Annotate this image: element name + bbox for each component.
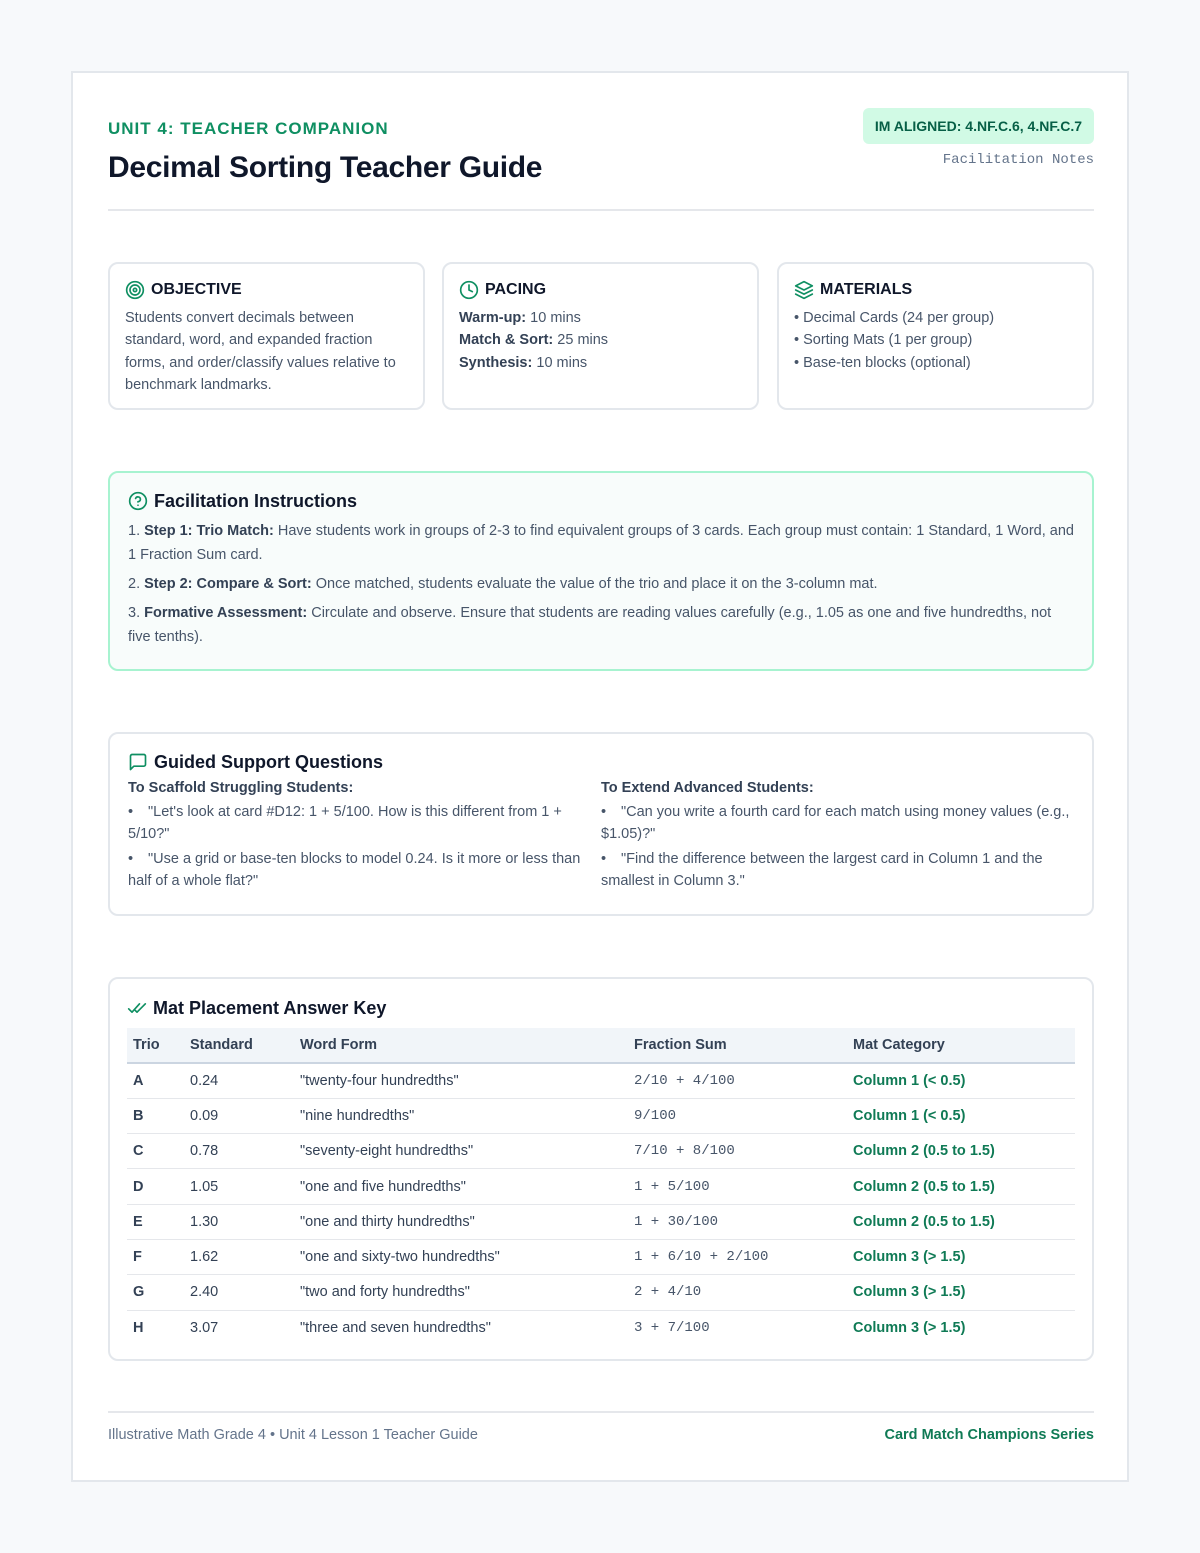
footer-divider	[108, 1411, 1094, 1413]
scaffold-question-text: "Use a grid or base-ten blocks to model 0.24. Is it more or less than half of a whole flat?"	[128, 851, 581, 889]
step-label: Formative Assessment:	[144, 605, 308, 621]
bullet-icon: •	[128, 804, 134, 820]
word-form-cell: "two and forty hundredths"	[294, 1275, 628, 1310]
table-row	[127, 1239, 1075, 1274]
mat-category-cell: Column 3 (> 1.5)	[847, 1239, 1075, 1274]
pacing-item-label: Match & Sort:	[459, 332, 554, 349]
fraction-sum-cell: 2 + 4/10	[628, 1275, 847, 1310]
mat-category-cell: Column 2 (0.5 to 1.5)	[847, 1134, 1075, 1169]
pacing-item-label: Warm-up:	[459, 310, 527, 326]
pacing-item	[459, 329, 742, 351]
fraction-sum-cell: 1 + 6/10 + 2/100	[628, 1239, 847, 1274]
fraction-sum-cell: 2/10 + 4/100	[628, 1063, 847, 1098]
column-header: Standard	[184, 1028, 294, 1063]
guide-page	[71, 71, 1129, 1482]
answer-key-section	[108, 977, 1094, 1361]
column-header: Word Form	[294, 1028, 628, 1063]
objective-card	[108, 262, 425, 410]
pacing-item	[459, 352, 742, 374]
table-row	[127, 1134, 1075, 1169]
word-form-cell: "nine hundredths"	[294, 1098, 628, 1133]
step-number: 1.	[128, 523, 141, 539]
header-subtitle: Facilitation Notes	[942, 152, 1094, 168]
pacing-item-value: 10 mins	[530, 310, 581, 326]
double-check-icon	[127, 998, 147, 1018]
answer-key-title: Mat Placement Answer Key	[153, 997, 387, 1018]
standard-cell: 2.40	[184, 1275, 294, 1310]
page-title: Decimal Sorting Teacher Guide	[108, 151, 543, 184]
step-text: Once matched, students evaluate the value of the trio and place it on the 3-column mat.	[315, 576, 878, 592]
trio-cell: E	[127, 1204, 184, 1239]
materials-item: • Sorting Mats (1 per group)	[794, 332, 973, 349]
bullet-icon: •	[601, 851, 607, 867]
table-header-row	[127, 1028, 1075, 1063]
materials-item: • Decimal Cards (24 per group)	[794, 310, 995, 326]
standard-cell: 1.62	[184, 1239, 294, 1274]
facilitation-step	[128, 572, 1074, 596]
clock-icon	[459, 280, 479, 300]
step-text: Circulate and observe. Ensure that students are reading values carefully (e.g., 1.05 as one and five hundredths, not five tenths).	[128, 605, 1052, 645]
standard-cell: 0.78	[184, 1134, 294, 1169]
trio-cell: C	[127, 1134, 184, 1169]
mat-category-cell: Column 3 (> 1.5)	[847, 1275, 1075, 1310]
step-label: Step 2: Compare & Sort:	[144, 576, 312, 592]
facilitation-title: Facilitation Instructions	[154, 490, 358, 511]
facilitation-step	[128, 519, 1074, 567]
answer-key-header	[127, 996, 1075, 1020]
trio-cell: F	[127, 1239, 184, 1274]
bullet-icon: •	[601, 804, 607, 820]
materials-item: • Base-ten blocks (optional)	[794, 354, 971, 371]
materials-title: MATERIALS	[820, 281, 913, 298]
mat-category-cell: Column 2 (0.5 to 1.5)	[847, 1204, 1075, 1239]
step-number: 3.	[128, 605, 141, 621]
extend-question	[601, 849, 1074, 892]
objective-header	[125, 279, 408, 301]
pacing-item	[459, 307, 742, 329]
facilitation-header	[128, 489, 1074, 513]
guided-title: Guided Support Questions	[154, 751, 383, 772]
fraction-sum-cell: 7/10 + 8/100	[628, 1134, 847, 1169]
standard-cell: 3.07	[190, 1319, 219, 1336]
scaffold-question-text: "Let's look at card #D12: 1 + 5/100. How is this different from 1 + 5/10?"	[128, 804, 562, 842]
table-row	[127, 1204, 1075, 1239]
extend-question-text: "Can you write a fourth card for each match using money values (e.g., $1.05)?"	[601, 804, 1070, 842]
table-row	[127, 1169, 1075, 1204]
answer-key-table	[127, 1028, 1075, 1345]
target-icon	[125, 280, 145, 300]
table-row	[127, 1275, 1075, 1310]
header-divider	[108, 209, 1094, 211]
standard-cell: 1.30	[184, 1204, 294, 1239]
column-header: Mat Category	[847, 1028, 1075, 1063]
standard-cell: 0.24	[184, 1063, 294, 1098]
materials-card	[777, 262, 1094, 410]
word-form-cell: "three and seven hundredths"	[300, 1319, 491, 1336]
scaffold-question	[128, 802, 601, 845]
layers-icon	[794, 280, 814, 300]
guided-columns	[128, 780, 1074, 896]
step-number: 2.	[128, 576, 141, 592]
unit-label: UNIT 4: TEACHER COMPANION	[108, 119, 389, 138]
step-label: Step 1: Trio Match:	[144, 523, 274, 539]
pacing-header	[459, 279, 742, 301]
pacing-item-label: Synthesis:	[459, 354, 533, 371]
trio-cell: D	[127, 1169, 184, 1204]
standard-cell: 1.05	[184, 1169, 294, 1204]
guided-support-section	[108, 732, 1094, 916]
scaffold-question	[128, 849, 601, 892]
scaffold-column	[128, 780, 601, 896]
pacing-title: PACING	[485, 281, 547, 298]
trio-cell: A	[127, 1063, 184, 1098]
extend-question-text: "Find the difference between the largest card in Column 1 and the smallest in Column 3."	[601, 851, 1043, 889]
objective-text: Students convert decimals between standard, word, and expanded fraction forms, and order/classify values relative to benchmark landmarks.	[125, 310, 396, 393]
pacing-list	[459, 307, 742, 374]
pacing-item-value: 10 mins	[536, 354, 588, 371]
materials-header	[794, 279, 1077, 301]
mat-category-cell: Column 1 (< 0.5)	[847, 1098, 1075, 1133]
table-row	[127, 1098, 1075, 1133]
footer-credit: Illustrative Math Grade 4 • Unit 4 Lesson 1 Teacher Guide	[108, 1427, 478, 1443]
help-circle-icon	[128, 491, 148, 511]
word-form-cell: "seventy-eight hundredths"	[294, 1134, 628, 1169]
pacing-item-value: 25 mins	[557, 332, 609, 349]
extend-column	[601, 780, 1074, 896]
mat-category-cell: Column 1 (< 0.5)	[847, 1063, 1075, 1098]
facilitation-step	[128, 601, 1074, 649]
word-form-cell: "one and sixty-two hundredths"	[294, 1239, 628, 1274]
fraction-sum-cell: 1 + 30/100	[628, 1204, 847, 1239]
fraction-sum-cell: 9/100	[628, 1098, 847, 1133]
table-row	[127, 1063, 1075, 1098]
message-square-icon	[128, 752, 148, 772]
materials-list	[794, 307, 1077, 374]
alignment-badge: IM ALIGNED: 4.NF.C.6, 4.NF.C.7	[863, 108, 1094, 144]
table-row	[127, 1310, 1075, 1345]
trio-cell: H	[133, 1319, 144, 1336]
objective-title: OBJECTIVE	[151, 281, 242, 298]
trio-cell: B	[127, 1098, 184, 1133]
pacing-card	[442, 262, 759, 410]
guided-header	[128, 750, 1074, 774]
fraction-sum-cell: 1 + 5/100	[628, 1169, 847, 1204]
word-form-cell: "twenty-four hundredths"	[294, 1063, 628, 1098]
footer-series: Card Match Champions Series	[884, 1427, 1094, 1443]
fraction-sum-cell: 3 + 7/100	[634, 1319, 710, 1336]
mat-category-cell: Column 3 (> 1.5)	[853, 1319, 966, 1336]
word-form-cell: "one and five hundredths"	[294, 1169, 628, 1204]
step-text: Have students work in groups of 2-3 to find equivalent groups of 3 cards. Each group must contain: 1 Standard, 1 Word, and 1 Fraction Sum card.	[128, 523, 1074, 563]
extend-question	[601, 802, 1074, 845]
trio-cell: G	[127, 1275, 184, 1310]
scaffold-title: To Scaffold Struggling Students:	[128, 780, 354, 796]
column-header: Fraction Sum	[628, 1028, 847, 1063]
extend-title: To Extend Advanced Students:	[601, 780, 814, 796]
bullet-icon: •	[128, 851, 134, 867]
facilitation-section	[108, 471, 1094, 671]
standard-cell: 0.09	[184, 1098, 294, 1133]
word-form-cell: "one and thirty hundredths"	[294, 1204, 628, 1239]
column-header: Trio	[127, 1028, 184, 1063]
mat-category-cell: Column 2 (0.5 to 1.5)	[847, 1169, 1075, 1204]
